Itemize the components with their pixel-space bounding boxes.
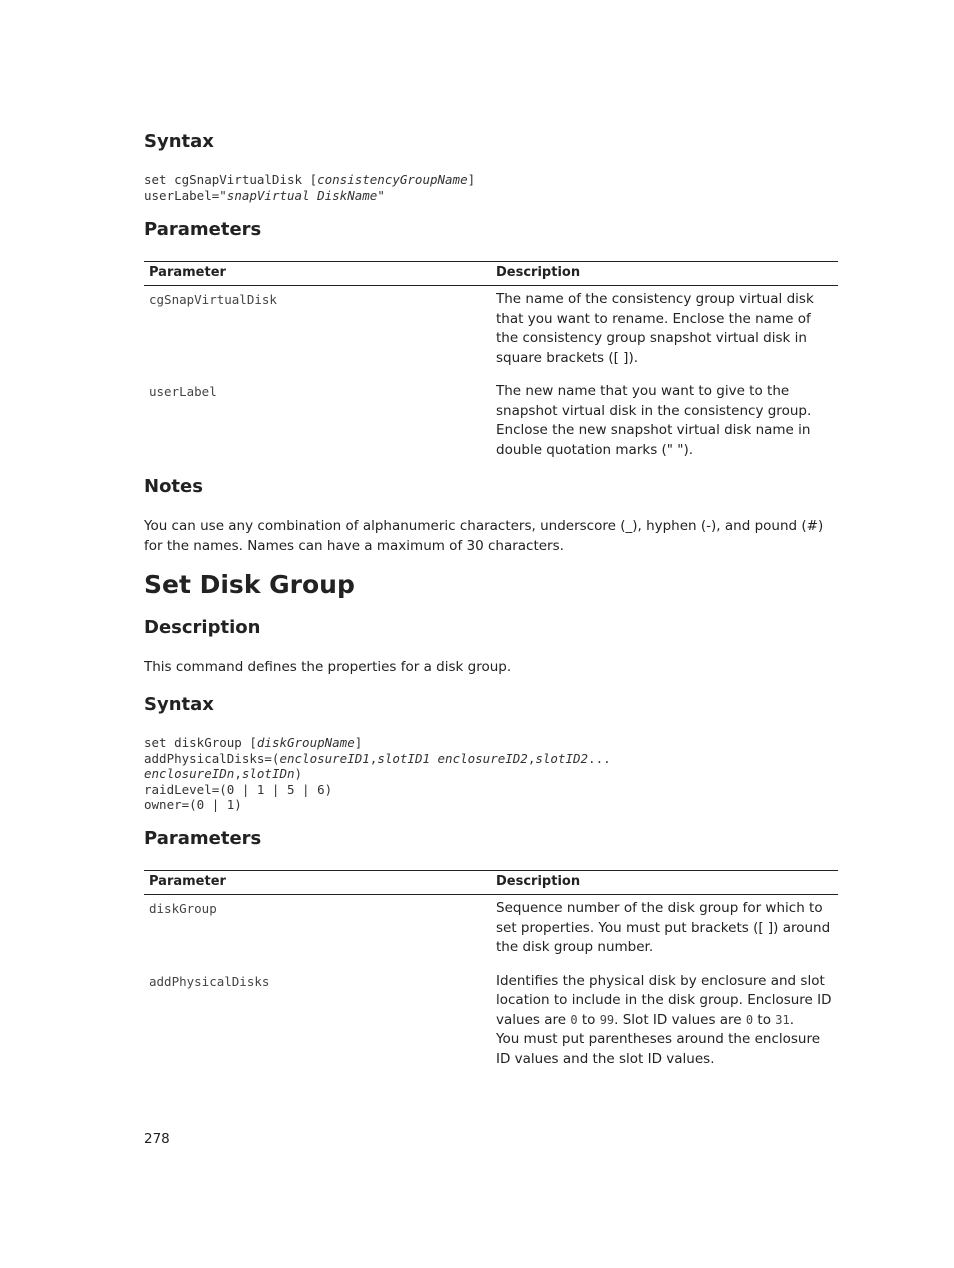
syntax-heading: Syntax xyxy=(144,131,214,152)
code-placeholder: slotID1 enclosureID2 xyxy=(377,750,528,766)
parameter-name: cgSnapVirtualDisk xyxy=(149,292,277,307)
parameters-heading: Parameters xyxy=(144,219,262,240)
code-text: , xyxy=(527,750,536,766)
syntax-code-block xyxy=(144,172,475,203)
column-header-parameter: Parameter xyxy=(144,871,491,895)
code-text: set diskGroup [ xyxy=(144,735,257,750)
parameter-description: The new name that you want to give to the snapshot virtual disk in the consistency group. Enclose the new snapshot virtual disk name in double quotation marks (" "). xyxy=(496,383,812,458)
description-text: You must put parentheses around the enclosure ID values and the slot ID values. xyxy=(496,1031,821,1067)
parameters-heading: Parameters xyxy=(144,828,262,849)
code-text: ) xyxy=(294,766,303,781)
code-placeholder: enclosureID1 xyxy=(279,750,370,766)
column-header-description: Description xyxy=(491,871,838,895)
notes-paragraph: You can use any combination of alphanumeric characters, underscore (_), hyphen (-), and pound (#) for the names. Names can have a maximum of 30 characters. xyxy=(144,518,824,554)
code-value: 31 xyxy=(775,1012,790,1027)
parameters-table xyxy=(144,261,838,470)
code-text: userLabel=" xyxy=(144,187,227,203)
code-value: 0 xyxy=(570,1012,578,1027)
table-header-row xyxy=(144,871,838,895)
table-row xyxy=(144,286,838,379)
parameter-description xyxy=(491,968,838,1080)
section-title: Set Disk Group xyxy=(144,570,355,599)
description-heading: Description xyxy=(144,617,261,638)
code-placeholder: diskGroupName xyxy=(256,735,355,750)
description-text: to xyxy=(577,1011,600,1028)
code-text: , xyxy=(369,750,378,766)
parameter-name: addPhysicalDisks xyxy=(149,973,270,989)
table-header-row xyxy=(144,262,838,286)
parameter-description: The name of the consistency group virtual disk that you want to rename. Enclose the name of the consistency group snapshot virtual disk in square brackets ([ ]). xyxy=(496,291,814,366)
parameters-table xyxy=(144,870,838,1079)
description-text: . xyxy=(789,1011,795,1028)
parameter-name: userLabel xyxy=(149,384,217,399)
code-value: 99 xyxy=(599,1012,615,1027)
page-number: 278 xyxy=(144,1131,170,1147)
code-text: " xyxy=(377,187,385,203)
code-placeholder: slotID2 xyxy=(535,750,589,766)
code-text: ... xyxy=(588,750,611,766)
table-row xyxy=(144,378,838,470)
code-text: addPhysicalDisks=( xyxy=(144,750,280,766)
code-text: , xyxy=(234,766,242,781)
code-text: ] xyxy=(467,172,476,187)
syntax-code-block xyxy=(144,735,611,813)
code-text: raidLevel=(0 | 1 | 5 | 6) xyxy=(144,781,333,797)
description-text: . Slot ID values are xyxy=(614,1011,746,1028)
code-placeholder: slotIDn xyxy=(241,766,295,781)
description-paragraph: This command defines the properties for a disk group. xyxy=(144,659,512,675)
code-placeholder: snapVirtual DiskName xyxy=(226,187,378,203)
notes-heading: Notes xyxy=(144,476,203,497)
code-placeholder: enclosureIDn xyxy=(144,766,235,781)
parameter-description: Sequence number of the disk group for which to set properties. You must put brackets ([ ]) around the disk group number. xyxy=(496,900,831,955)
code-text: owner=(0 | 1) xyxy=(144,797,242,812)
code-value: 0 xyxy=(745,1012,754,1027)
table-row xyxy=(144,895,838,968)
code-placeholder: consistencyGroupName xyxy=(317,172,468,187)
description-text: Identifies the physical disk by enclosure and slot location to include in the disk group. Enclosure ID values are xyxy=(496,972,832,1028)
column-header-parameter: Parameter xyxy=(144,262,491,286)
table-row xyxy=(144,968,838,1080)
column-header-description: Description xyxy=(491,262,838,286)
description-text: to xyxy=(753,1011,776,1028)
syntax-heading: Syntax xyxy=(144,694,214,715)
code-text: ] xyxy=(354,735,363,750)
code-text: set cgSnapVirtualDisk [ xyxy=(144,172,318,187)
parameter-name: diskGroup xyxy=(149,901,217,916)
